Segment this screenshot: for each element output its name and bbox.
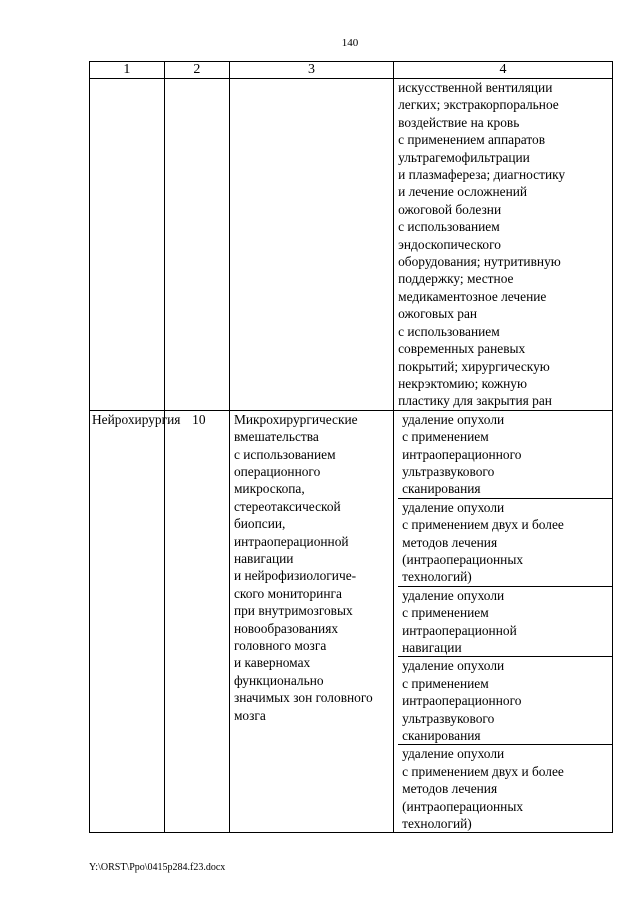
text-line: интраоперационной bbox=[233, 533, 349, 549]
method-cell bbox=[398, 411, 612, 499]
text-line: удаление опухоли bbox=[402, 411, 505, 427]
text-line: с применением аппаратов bbox=[398, 132, 546, 148]
text-line: микроскопа, bbox=[233, 481, 305, 497]
text-line: технологий) bbox=[402, 569, 472, 585]
medical-care-table bbox=[89, 61, 613, 833]
continuation-row bbox=[90, 79, 613, 411]
text-line: новообразованиях bbox=[233, 620, 339, 636]
text-line: с применением bbox=[402, 675, 489, 691]
continuation-col-3 bbox=[229, 79, 393, 411]
text-line: при внутримозговых bbox=[233, 603, 353, 619]
continuation-col-2 bbox=[164, 79, 229, 411]
header-col-4: 4 bbox=[394, 62, 613, 79]
text-line: интраоперационной bbox=[402, 622, 517, 638]
method-item bbox=[398, 657, 612, 745]
group-number-cell: 10 bbox=[164, 410, 229, 833]
text-line: ультрагемофильтрации bbox=[398, 149, 530, 165]
text-line: удаление опухоли bbox=[402, 746, 505, 762]
page-number: 140 bbox=[341, 37, 359, 49]
footer-file-path: Y:\ORST\Ppo\0415p284.f23.docx bbox=[89, 862, 226, 873]
text-line: Микрохирургические bbox=[233, 411, 358, 427]
text-line: оборудования; нутритивную bbox=[398, 254, 561, 270]
continuation-col-4 bbox=[394, 79, 613, 411]
text-line: с использованием bbox=[233, 446, 336, 462]
text-line: ультразвукового bbox=[402, 710, 495, 726]
text-line: некрэктомию; кожную bbox=[398, 375, 527, 391]
table-header-row bbox=[90, 62, 613, 79]
method-item bbox=[398, 498, 612, 586]
text-line: и плазмафереза; диагностику bbox=[398, 167, 566, 183]
text-line: и каверномах bbox=[233, 655, 311, 671]
text-line: операционного bbox=[233, 463, 321, 479]
text-line: ожоговых ран bbox=[398, 306, 478, 322]
methods-list bbox=[398, 411, 612, 833]
text-line: навигации bbox=[233, 550, 294, 566]
text-line: медикаментозное лечение bbox=[398, 288, 547, 304]
text-line: методов лечения bbox=[402, 781, 498, 797]
neurosurgery-row bbox=[90, 410, 613, 833]
text-line: покрытий; хирургическую bbox=[398, 358, 550, 374]
method-item bbox=[398, 411, 612, 499]
text-line: с применением bbox=[402, 429, 489, 445]
method-item bbox=[398, 745, 612, 833]
header-col-3: 3 bbox=[229, 62, 393, 79]
text-line: интраоперационного bbox=[402, 446, 522, 462]
methods-cell bbox=[394, 410, 613, 833]
text-line: с использованием bbox=[398, 219, 500, 235]
text-line: искусственной вентиляции bbox=[398, 80, 553, 95]
text-line: современных раневых bbox=[398, 341, 526, 357]
header-col-1: 1 bbox=[90, 62, 165, 79]
text-line: с применением двух и более bbox=[402, 763, 564, 779]
text-line: мозга bbox=[233, 707, 266, 723]
intervention-description-cell bbox=[229, 410, 393, 833]
text-line: удаление опухоли bbox=[402, 658, 505, 674]
text-line: удаление опухоли bbox=[402, 587, 505, 603]
method-cell bbox=[398, 745, 612, 833]
method-cell bbox=[398, 586, 612, 657]
text-line: технологий) bbox=[402, 816, 472, 832]
text-line: функционально bbox=[233, 672, 324, 688]
text-line: пластику для закрытия ран bbox=[398, 393, 552, 409]
text-line: легких; экстракорпоральное bbox=[398, 97, 559, 113]
text-line: ожоговой болезни bbox=[398, 201, 502, 217]
text-line: сканирования bbox=[402, 481, 481, 497]
text-line: и лечение осложнений bbox=[398, 184, 528, 200]
text-line: воздействие на кровь bbox=[398, 114, 520, 130]
text-line: ультразвукового bbox=[402, 463, 495, 479]
text-line: значимых зон головного bbox=[233, 690, 373, 706]
text-line: поддержку; местное bbox=[398, 271, 514, 287]
text-line: с использованием bbox=[398, 323, 500, 339]
text-line: сканирования bbox=[402, 728, 481, 744]
text-line: биопсии, bbox=[233, 516, 286, 532]
text-line: (интраоперационных bbox=[402, 798, 524, 814]
text-line: методов лечения bbox=[402, 534, 498, 550]
text-line: навигации bbox=[402, 640, 462, 655]
text-line: удаление опухоли bbox=[402, 499, 505, 515]
text-line: (интраоперационных bbox=[402, 551, 524, 567]
text-line: стереотаксической bbox=[233, 498, 341, 514]
text-line: и нейрофизиологиче- bbox=[233, 568, 357, 584]
method-cell bbox=[398, 657, 612, 745]
text-line: с применением bbox=[402, 605, 489, 621]
text-line: эндоскопического bbox=[398, 236, 501, 252]
method-item bbox=[398, 586, 612, 657]
text-line: с применением двух и более bbox=[402, 517, 564, 533]
text-line: интраоперационного bbox=[402, 693, 522, 709]
continuation-col-1 bbox=[90, 79, 165, 411]
header-col-2: 2 bbox=[164, 62, 229, 79]
text-line: вмешательства bbox=[233, 429, 319, 445]
method-cell bbox=[398, 498, 612, 586]
text-line: ского мониторинга bbox=[233, 585, 342, 601]
specialty-cell: Нейрохирургия bbox=[90, 410, 165, 833]
text-line: головного мозга bbox=[233, 638, 327, 653]
